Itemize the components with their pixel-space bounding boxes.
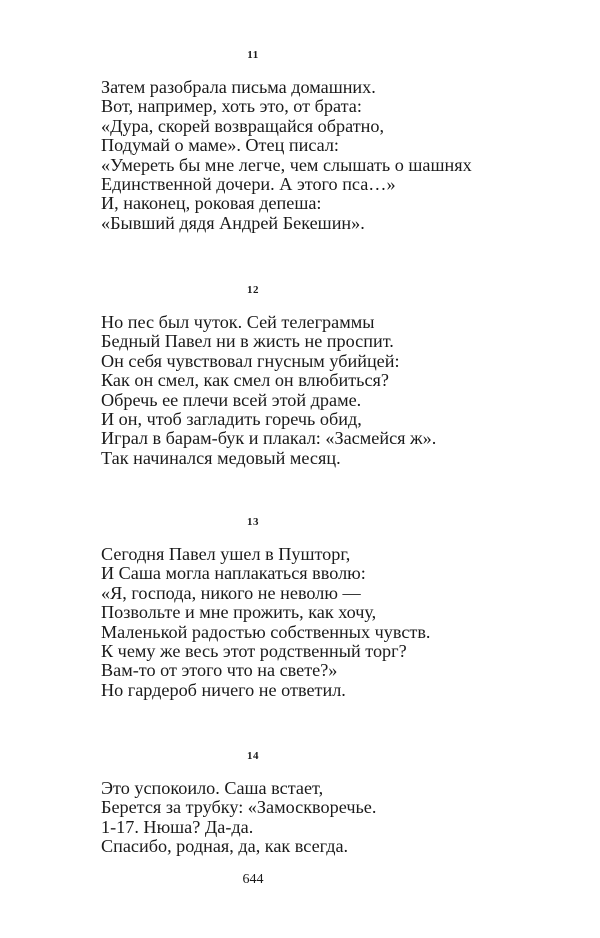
verse-line: Сегодня Павел ушел в Пушторг, bbox=[101, 544, 351, 564]
verse-line: «Бывший дядя Андрей Бекешин». bbox=[101, 212, 365, 233]
verse-line: Как он смел, как смел он влюбиться? bbox=[101, 370, 389, 391]
verse-line: Берется за трубку: «Замоскворечье. bbox=[101, 797, 377, 818]
stanza bbox=[101, 78, 472, 233]
verse-line: Но гардероб ничего не ответил. bbox=[101, 679, 346, 700]
verse-line: Затем разобрала письма домашних. bbox=[101, 77, 376, 97]
stanza bbox=[101, 545, 430, 700]
verse-line: Подумай о маме». Отец писал: bbox=[101, 135, 339, 156]
verse-line: К чему же весь этот родственный торг? bbox=[101, 641, 407, 662]
verse-line: Но пес был чуток. Сей телеграммы bbox=[101, 312, 375, 332]
verse-line: Бедный Павел ни в жисть не проспит. bbox=[101, 331, 394, 352]
verse-line: «Умереть бы мне легче, чем слышать о шашнях bbox=[101, 154, 472, 175]
verse-line: Это успокоило. Саша встает, bbox=[101, 778, 324, 798]
stanza bbox=[101, 779, 376, 857]
verse-line: Он себя чувствовал гнусным убийцей: bbox=[101, 350, 400, 371]
verse-line: Позвольте и мне прожить, как хочу, bbox=[101, 602, 377, 623]
page-number: 644 bbox=[242, 872, 264, 887]
verse-line: И, наконец, роковая депеша: bbox=[101, 193, 322, 214]
verse-line: И он, чтоб загладить горечь обид, bbox=[101, 409, 362, 430]
verse-line: Так начинался медовый месяц. bbox=[101, 447, 341, 468]
section-number: 13 bbox=[247, 516, 259, 528]
verse-line: Вам-то от этого что на свете?» bbox=[101, 660, 338, 681]
verse-line: 1-17. Нюша? Да-да. bbox=[101, 816, 254, 837]
verse-line: Вот, например, хоть это, от брата: bbox=[101, 96, 362, 117]
verse-line: Маленькой радостью собственных чувств. bbox=[101, 621, 431, 642]
verse-line: Играл в барам-бук и плакал: «Засмейся ж». bbox=[101, 428, 437, 449]
verse-line: Спасибо, родная, да, как всегда. bbox=[101, 836, 349, 857]
verse-line: «Дура, скорей возвращайся обратно, bbox=[101, 115, 385, 136]
verse-line: «Я, господа, никого не неволю — bbox=[101, 582, 361, 603]
verse-line: Единственной дочери. А этого пса…» bbox=[101, 174, 396, 195]
verse-line: Обречь ее плечи всей этой драме. bbox=[101, 389, 362, 410]
section-number: 14 bbox=[247, 750, 259, 762]
section-number: 12 bbox=[247, 284, 259, 296]
verse-line: И Саша могла наплакаться вволю: bbox=[101, 563, 366, 584]
section-number: 11 bbox=[247, 49, 259, 61]
stanza bbox=[101, 313, 436, 468]
